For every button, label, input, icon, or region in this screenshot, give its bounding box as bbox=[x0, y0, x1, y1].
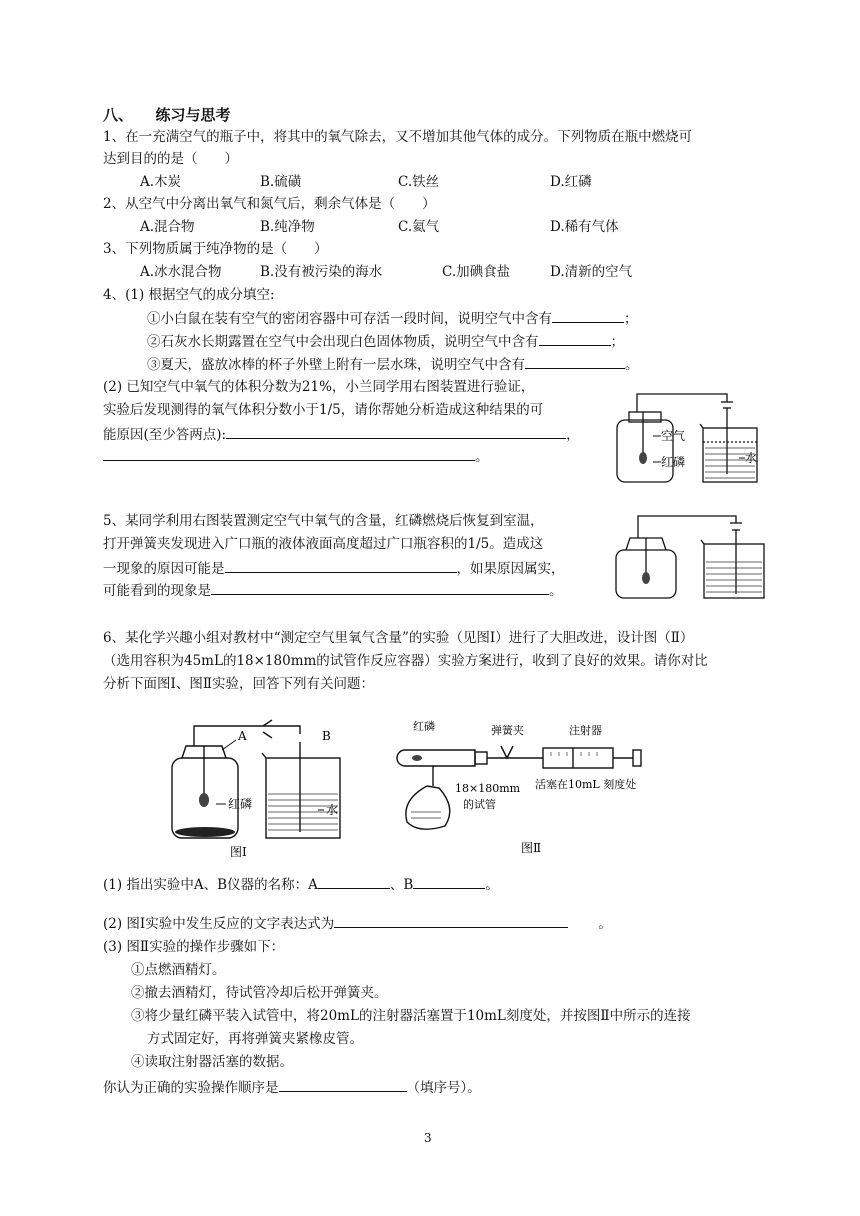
q3-option-d: D.清新的空气 bbox=[550, 264, 633, 280]
q5-line3-text: 一现象的原因可能是 bbox=[103, 561, 225, 577]
q5-blank2[interactable] bbox=[211, 580, 549, 595]
section-title: 八、 练习与思考 bbox=[103, 106, 231, 124]
q2-option-c: C.氦气 bbox=[398, 219, 440, 235]
q4-sub1-blank[interactable] bbox=[552, 308, 624, 323]
q4-fig-label-phosphorus: 红磷 bbox=[661, 455, 686, 469]
q4-part2-line3-text: 能原因(至少答两点): bbox=[103, 427, 227, 443]
q4-sub3-text: ③夏天，盛放冰棒的杯子外壁上附有一层水珠，说明空气中含有 bbox=[147, 357, 525, 373]
q6-step1: ①点燃酒精灯。 bbox=[131, 962, 226, 978]
q4-sub2-text: ②石灰水长期露置在空气中会出现白色固体物质，说明空气中含有 bbox=[147, 334, 539, 350]
q4-sub1 bbox=[147, 308, 638, 328]
q5-line1: 5、某同学利用右图装置测定空气中氧气的含量，红磷燃烧后恢复到室温， bbox=[103, 513, 544, 529]
q6-fig2-label-plunger: 活塞在10mL 刻度处 bbox=[535, 778, 637, 791]
q4-sub3-end: 。 bbox=[625, 357, 639, 373]
q3-stem: 3、下列物质属于纯净物的是（ ） bbox=[103, 241, 328, 257]
q6-line1: 6、某化学兴趣小组对教材中“测定空气里氧气含量”的实验（见图Ⅰ）进行了大胆改进，设计图（Ⅱ） bbox=[103, 630, 694, 646]
q4-sub2-blank[interactable] bbox=[539, 331, 611, 346]
q4-part2-line4-end: 。 bbox=[475, 449, 489, 465]
q6-part2-blank[interactable] bbox=[334, 913, 568, 928]
q6-part1-blank-a[interactable] bbox=[318, 874, 390, 889]
q6-answer-blank[interactable] bbox=[279, 1077, 407, 1092]
q1-option-d: D.红磷 bbox=[550, 174, 592, 190]
q6-line3: 分析下面图Ⅰ、图Ⅱ实验，回答下列有关问题： bbox=[103, 676, 375, 692]
q1-option-c: C.铁丝 bbox=[398, 174, 440, 190]
q4-stem: 4、(1) 根据空气的成分填空: bbox=[103, 287, 275, 303]
q6-fig2-caption: 图Ⅱ bbox=[521, 841, 542, 855]
q5-line3 bbox=[103, 558, 565, 578]
q6-part1-mid: 、B bbox=[389, 877, 414, 893]
q5-apparatus-figure bbox=[608, 508, 778, 602]
q6-fig1-label-a: A bbox=[238, 729, 247, 743]
q4-sub2 bbox=[147, 331, 624, 351]
q6-line2: （选用容积为45mL的18×180mm的试管作反应容器）实验方案进行，收到了良好的效果。请你对比 bbox=[103, 653, 708, 669]
q6-step4: ④读取注射器活塞的数据。 bbox=[131, 1054, 293, 1070]
q6-fig1-label-phosphorus: 红磷 bbox=[228, 797, 253, 811]
q3-option-c: C.加碘食盐 bbox=[442, 264, 511, 280]
q6-fig2-label-tube: 的试管 bbox=[463, 798, 496, 811]
q6-answer-text: 你认为正确的实验操作顺序是 bbox=[103, 1080, 279, 1096]
q6-step2: ②撤去酒精灯，待试管冷却后松开弹簧夹。 bbox=[131, 985, 388, 1001]
q6-part1 bbox=[103, 874, 499, 894]
q6-figure-1 bbox=[160, 710, 360, 860]
q6-part3: (3) 图Ⅱ实验的操作步骤如下： bbox=[103, 939, 285, 955]
q6-fig2-label-phosphorus: 红磷 bbox=[413, 720, 435, 733]
q4-part2-line4 bbox=[103, 446, 489, 466]
q6-part2-end: 。 bbox=[598, 916, 612, 932]
q2-option-d: D.稀有气体 bbox=[550, 219, 619, 235]
q5-line4-end: 。 bbox=[549, 583, 563, 599]
q4-part2-line3 bbox=[103, 424, 580, 444]
q5-line2: 打开弹簧夹发现进入广口瓶的液体液面高度超过广口瓶容积的1/5。造成这 bbox=[103, 536, 544, 552]
q6-part2-text: (2) 图Ⅰ实验中发生反应的文字表达式为 bbox=[103, 916, 335, 932]
q6-step3-line1: ③将少量红磷平装入试管中，将20mL的注射器活塞置于10mL刻度处，并按图Ⅱ中所示的连接 bbox=[131, 1008, 691, 1024]
q5-line3-tail: ，如果原因属实， bbox=[456, 561, 565, 577]
q6-figure-2 bbox=[375, 712, 675, 857]
q1-stem-line2: 达到目的的是（ ） bbox=[103, 151, 238, 167]
q6-fig2-label-syringe: 注射器 bbox=[569, 724, 602, 737]
q6-fig1-label-water: 水 bbox=[326, 803, 339, 817]
q4-part2-blank2[interactable] bbox=[103, 446, 475, 461]
q4-sub2-end: ； bbox=[610, 334, 624, 350]
q4-sub3-blank[interactable] bbox=[525, 354, 625, 369]
q4-fig-label-air: 空气 bbox=[661, 429, 686, 443]
q5-blank1[interactable] bbox=[225, 558, 457, 573]
q6-part1-end: 。 bbox=[485, 877, 499, 893]
q2-stem: 2、从空气中分离出氧气和氮气后，剩余气体是（ ） bbox=[103, 196, 436, 212]
q4-fig-label-water: 水 bbox=[745, 451, 758, 465]
q6-answer bbox=[103, 1077, 481, 1097]
q1-option-b: B.硫磺 bbox=[260, 174, 302, 190]
q4-sub3 bbox=[147, 354, 639, 374]
q6-part1-text: (1) 指出实验中A、B仪器的名称：A bbox=[103, 877, 318, 893]
q2-option-b: B.纯净物 bbox=[260, 219, 315, 235]
q1-option-a: A.木炭 bbox=[140, 174, 182, 190]
q2-option-a: A.混合物 bbox=[140, 219, 195, 235]
q4-part2-line3-end: ， bbox=[566, 427, 580, 443]
q4-part2-line1: (2) 已知空气中氧气的体积分数为21%，小兰同学用右图装置进行验证， bbox=[103, 379, 535, 395]
page-number: 3 bbox=[424, 1131, 432, 1145]
q1-stem-line1: 1、在一充满空气的瓶子中，将其中的氧气除去，又不增加其他气体的成分。下列物质在瓶中燃烧可 bbox=[103, 129, 693, 145]
q5-line4-text: 可能看到的现象是 bbox=[103, 583, 211, 599]
q6-answer-tail: （填序号）。 bbox=[406, 1080, 481, 1096]
q4-part2-line2: 实验后发现测得的氧气体积分数小于1/5，请你帮她分析造成这种结果的可 bbox=[103, 402, 544, 418]
q3-option-b: B.没有被污染的海水 bbox=[260, 264, 383, 280]
q6-fig2-label-clip: 弹簧夹 bbox=[491, 724, 524, 737]
q4-sub1-text: ①小白鼠在装有空气的密闭容器中可存活一段时间，说明空气中含有 bbox=[147, 311, 552, 327]
q6-part2 bbox=[103, 913, 612, 933]
q5-line4 bbox=[103, 580, 563, 600]
q6-step3-line2: 方式固定好，再将弹簧夹紧橡皮管。 bbox=[147, 1031, 363, 1047]
q6-fig2-label-tube-size: 18×180mm bbox=[455, 782, 521, 795]
q6-fig1-label-b: B bbox=[322, 729, 331, 743]
q6-fig1-caption: 图Ⅰ bbox=[230, 845, 247, 859]
q3-option-a: A.冰水混合物 bbox=[140, 264, 222, 280]
q4-apparatus-figure bbox=[605, 382, 780, 490]
q6-part1-blank-b[interactable] bbox=[413, 874, 485, 889]
q4-sub1-end: ； bbox=[624, 311, 638, 327]
q4-part2-blank1[interactable] bbox=[226, 424, 566, 439]
